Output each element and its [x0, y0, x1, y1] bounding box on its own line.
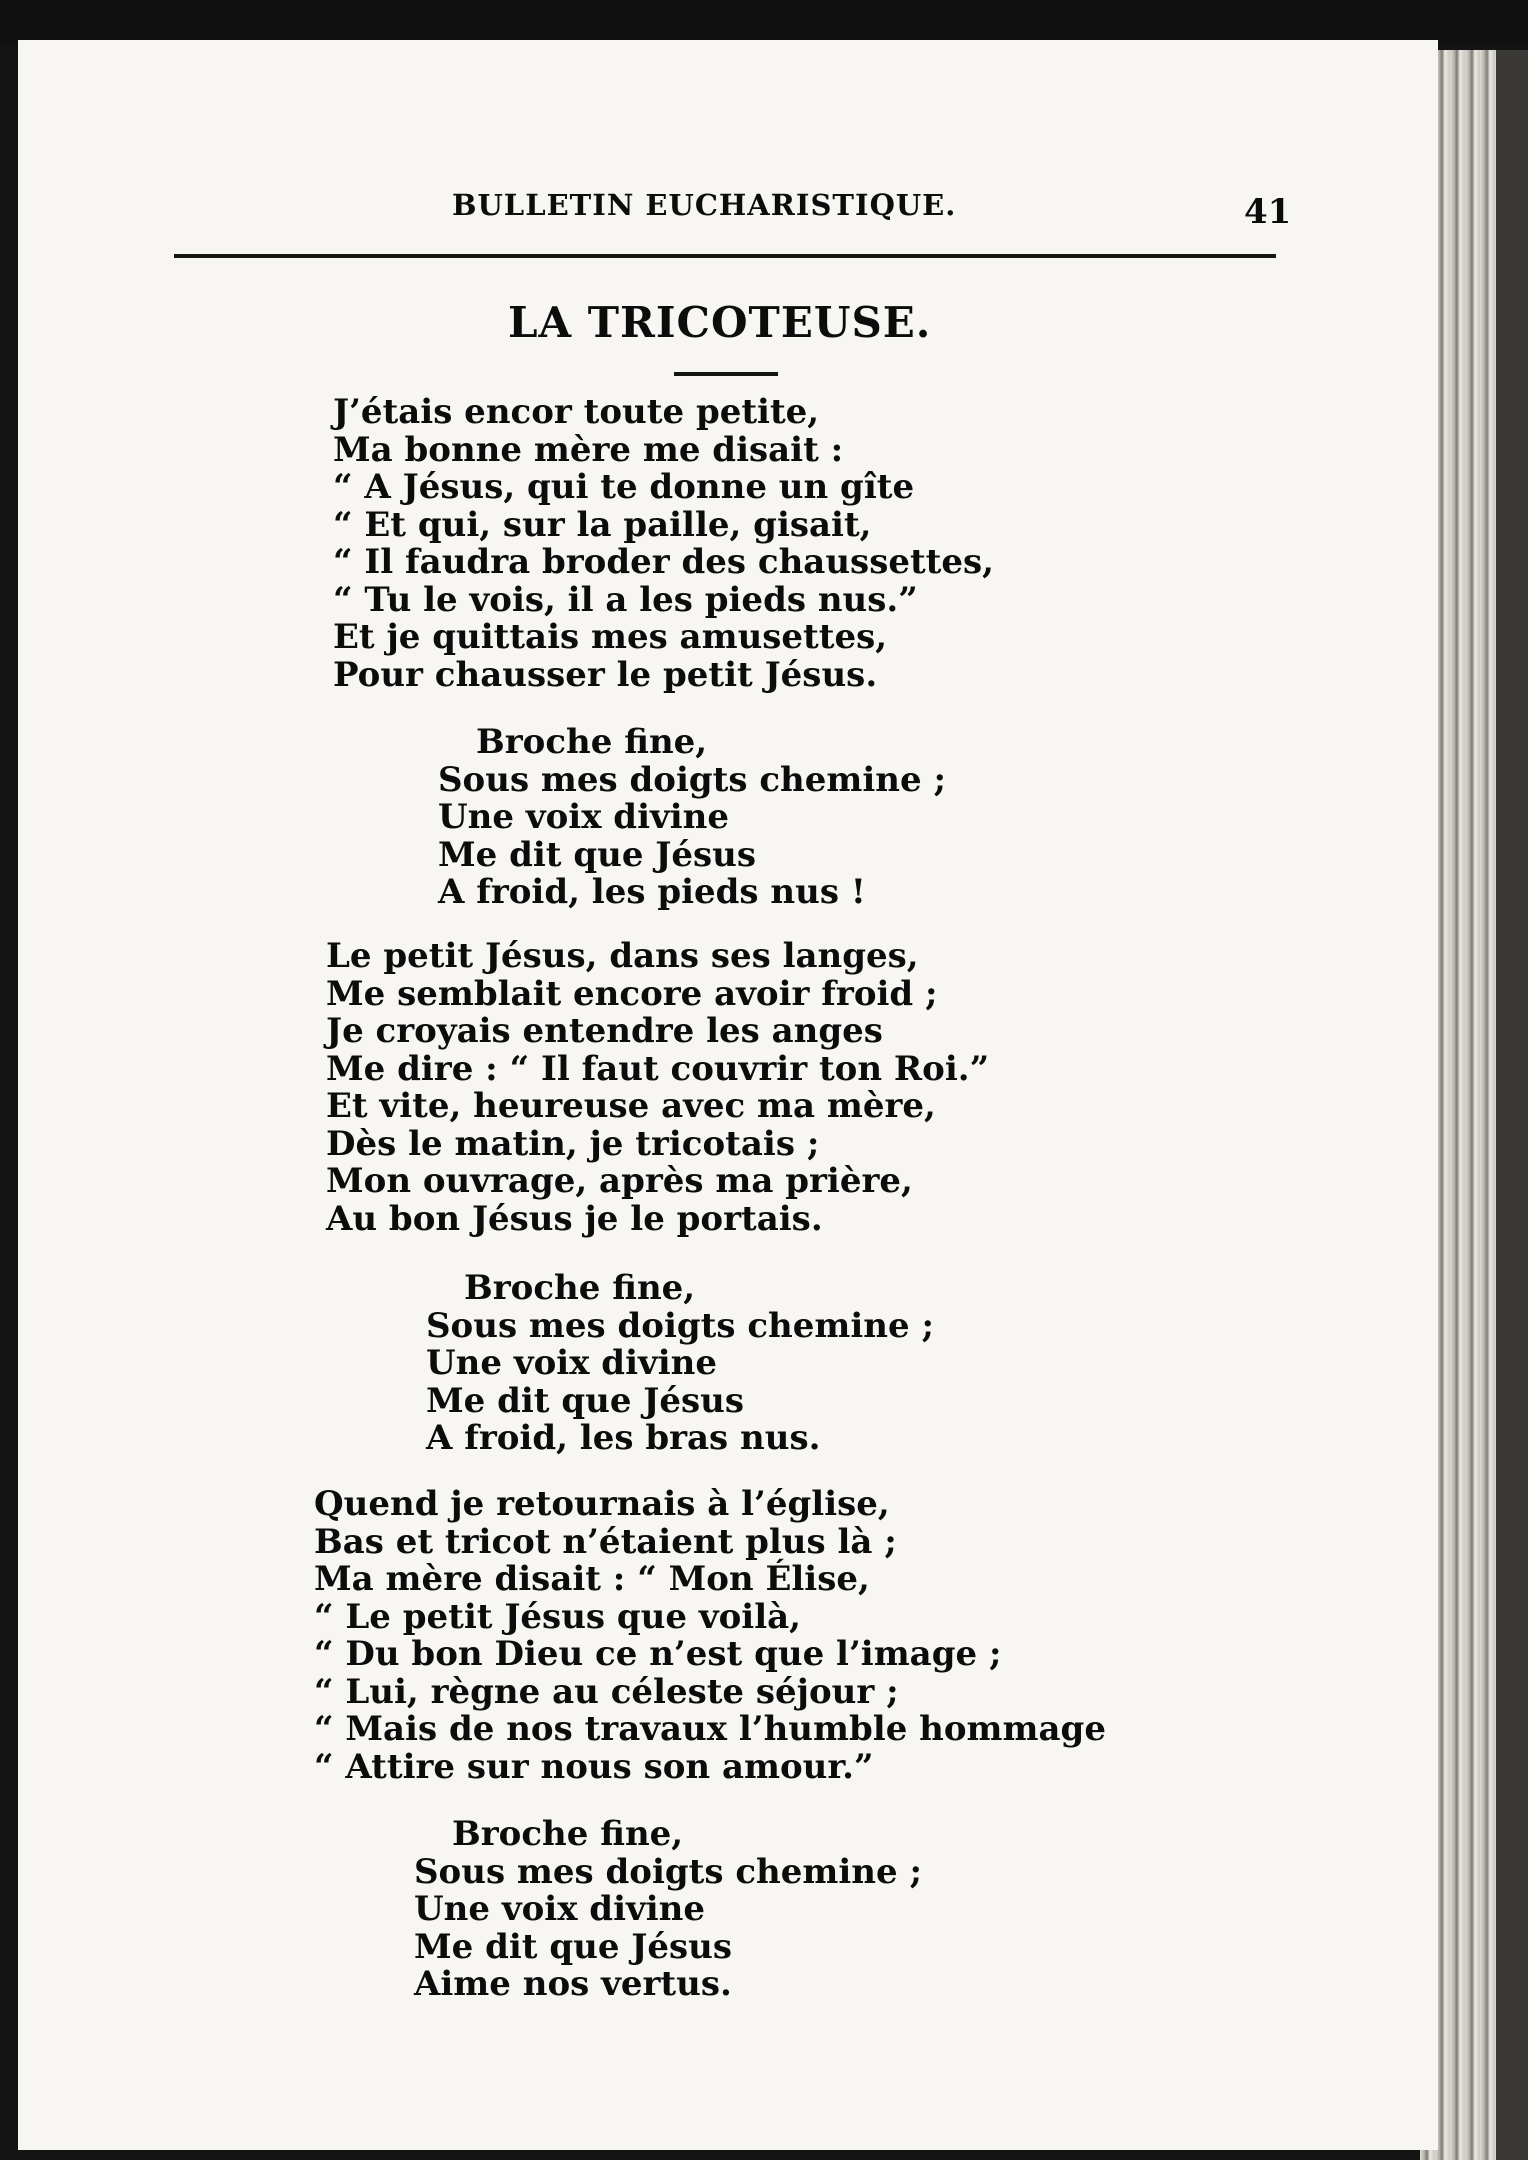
poem-line: Me dire : “ Il faut couvrir ton Roi.” [326, 1048, 990, 1089]
poem-line: Le petit Jésus, dans ses langes, [326, 936, 919, 976]
poem-title: LA TRICOTEUSE. [508, 298, 932, 347]
refrain-1 [438, 724, 946, 912]
poem-line: Broche fine, [476, 722, 708, 762]
poem-line: Me dit que Jésus [438, 834, 757, 875]
poem-line: A froid, les bras nus. [426, 1418, 821, 1458]
poem-line: Bas et tricot n’étaient plus là ; [314, 1521, 897, 1562]
poem-line: Sous mes doigts chemine ; [438, 759, 947, 800]
poem-line: Broche fine, [452, 1814, 684, 1854]
poem-line: Broche fine, [464, 1268, 696, 1308]
poem-line: “ Mais de nos travaux l’humble hommage [314, 1709, 1106, 1749]
poem-line: Aime nos vertus. [414, 1964, 732, 2004]
poem-line: Sous mes doigts chemine ; [426, 1305, 935, 1346]
poem-line: Je croyais entendre les anges [326, 1011, 883, 1051]
poem-line: “ Lui, règne au céleste séjour ; [314, 1671, 899, 1712]
poem-line: “ Il faudra broder des chaussettes, [333, 542, 994, 582]
refrain-3 [414, 1816, 922, 2004]
poem-line: “ A Jésus, qui te donne un gîte [333, 467, 915, 507]
poem-line: “ Tu le vois, il a les pieds nus.” [333, 579, 918, 620]
poem-line: Mon ouvrage, après ma prière, [326, 1161, 913, 1201]
stanza-2 [326, 938, 989, 1238]
title-underline [674, 372, 778, 376]
book-spine-shadow [1496, 50, 1528, 2160]
refrain-2 [426, 1270, 934, 1458]
page-number: 41 [1244, 192, 1292, 232]
poem-line: Une voix divine [438, 797, 730, 837]
poem-line: Et vite, heureuse avec ma mère, [326, 1086, 936, 1126]
book-page [18, 40, 1438, 2150]
poem-line: “ Et qui, sur la paille, gisait, [333, 504, 872, 545]
running-title: BULLETIN EUCHARISTIQUE. [452, 188, 957, 222]
poem-line: Me semblait encore avoir froid ; [326, 973, 938, 1014]
header-rule [174, 254, 1276, 258]
poem-line: Dès le matin, je tricotais ; [326, 1123, 820, 1164]
poem-line: Une voix divine [414, 1889, 706, 1929]
poem-line: Me dit que Jésus [414, 1926, 733, 1967]
poem-line: Au bon Jésus je le portais. [326, 1198, 823, 1239]
poem-line: “ Le petit Jésus que voilà, [314, 1596, 801, 1637]
poem-line: “ Attire sur nous son amour.” [314, 1746, 874, 1787]
stanza-1 [333, 394, 994, 694]
stanza-3 [314, 1486, 1106, 1786]
poem-line: Et je quittais mes amusettes, [333, 617, 888, 657]
poem-line: “ Du bon Dieu ce n’est que l’image ; [314, 1634, 1002, 1674]
poem-line: Me dit que Jésus [426, 1380, 745, 1421]
poem-line: J’étais encor toute petite, [333, 392, 820, 432]
poem-line: Sous mes doigts chemine ; [414, 1851, 923, 1892]
poem-line: Pour chausser le petit Jésus. [333, 654, 878, 695]
poem-line: Une voix divine [426, 1343, 718, 1383]
scan-top-edge [0, 0, 1528, 44]
poem-line: Ma bonne mère me disait : [333, 429, 844, 470]
poem-line: A froid, les pieds nus ! [438, 872, 866, 912]
poem-line: Quend je retournais à l’église, [314, 1484, 890, 1524]
poem-line: Ma mère disait : “ Mon Élise, [314, 1559, 870, 1599]
